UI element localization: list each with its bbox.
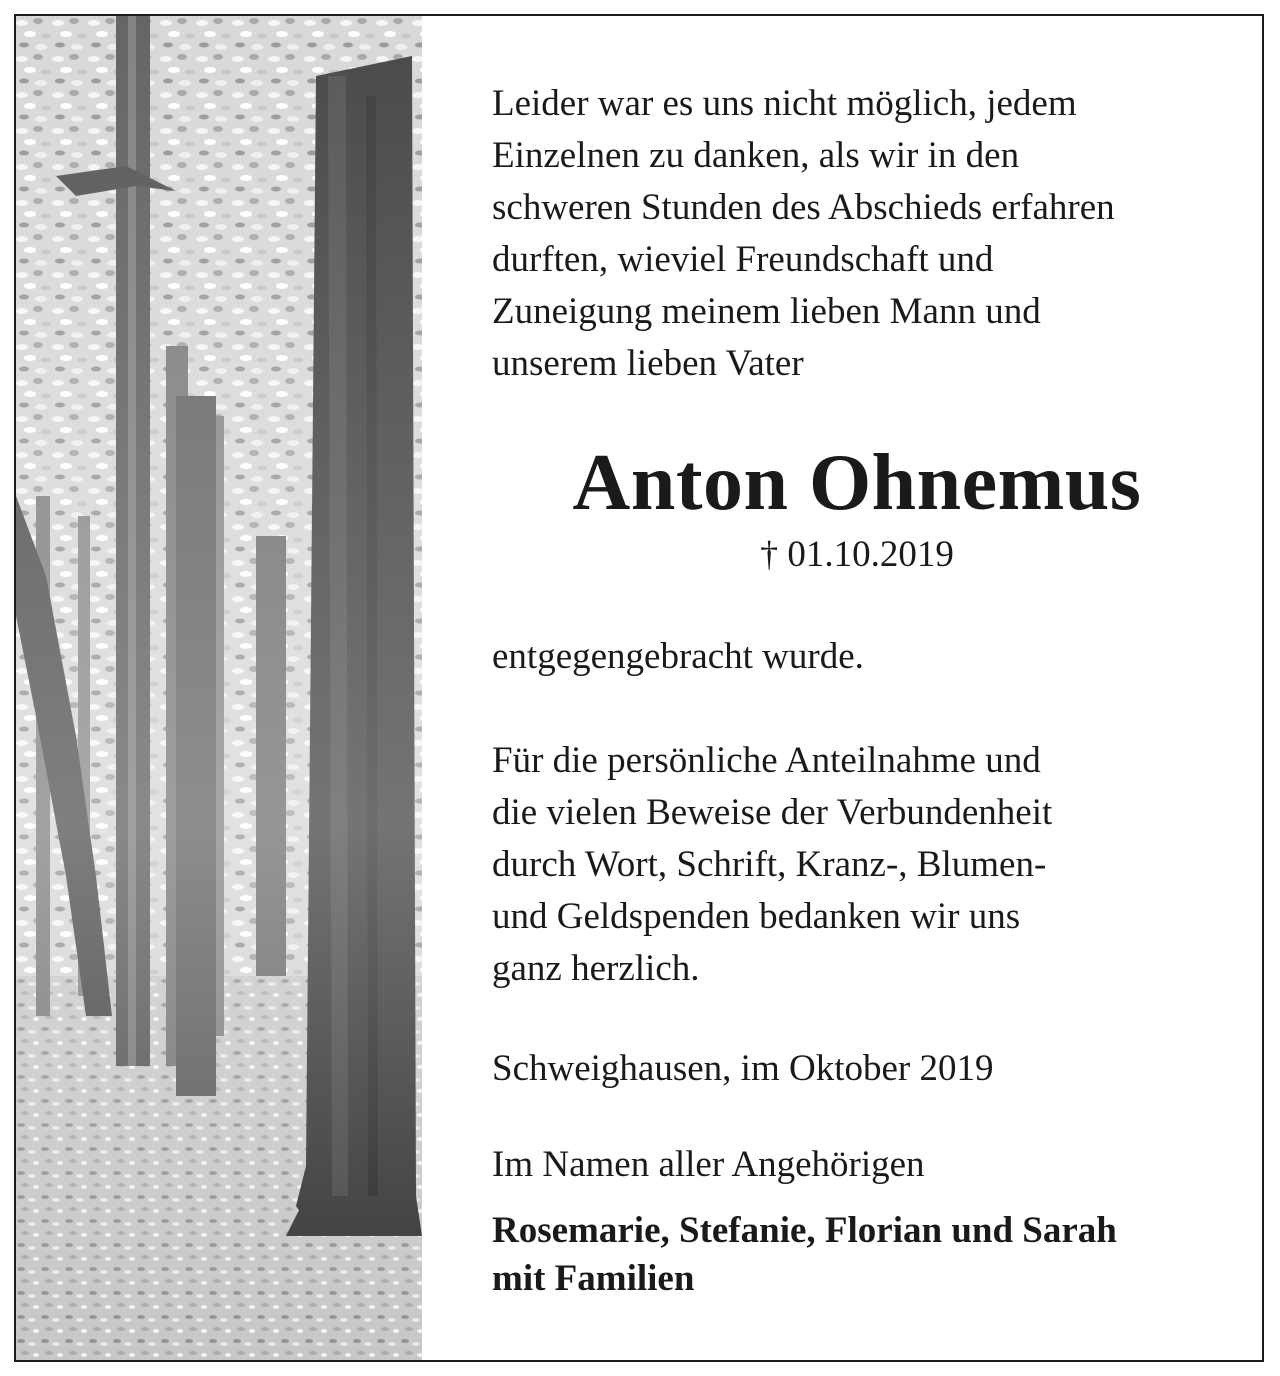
obituary-text xyxy=(492,78,1222,1303)
forest-photo xyxy=(16,16,422,1360)
deceased-name: Anton Ohnemus xyxy=(572,439,1142,527)
family-names: Rosemarie, Stefanie, Florian und Sarah mit Familien xyxy=(492,1210,1117,1299)
after-name-paragraph: entgegengebracht wurde. xyxy=(492,636,864,677)
thanks-paragraph: Für die persönliche Anteilnahme und die vielen Beweise der Verbundenheit durch Wort, Schrift, Kranz-, Blumen- und Geldspenden bedanken wir uns ganz herzlich. xyxy=(492,740,1053,989)
obituary-frame xyxy=(14,14,1264,1362)
signoff: Im Namen aller Angehörigen xyxy=(492,1144,925,1185)
death-date: 01.10.2019 xyxy=(787,534,954,575)
place-date: Schweighausen, im Oktober 2019 xyxy=(492,1048,994,1089)
death-date-line xyxy=(492,530,1222,579)
cross-icon: † xyxy=(760,534,779,574)
intro-paragraph: Leider war es uns nicht möglich, jedem Einzelnen zu danken, als wir in den schweren Stunden des Abschieds erfahren durften, wieviel Freundschaft und Zuneigung meinem lieben Mann und unserem lieben Vater xyxy=(492,83,1115,384)
